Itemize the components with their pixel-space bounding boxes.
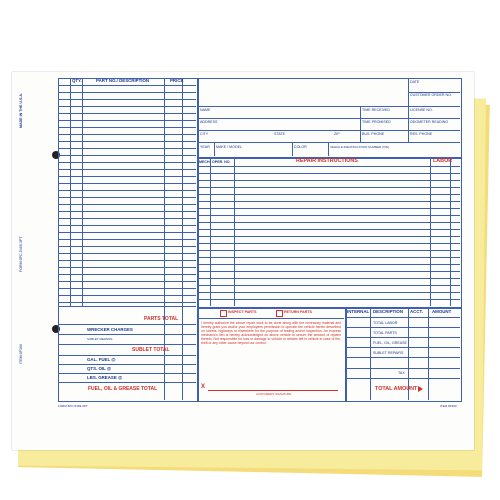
zip-label: ZIP bbox=[334, 132, 340, 136]
color-label: COLOR bbox=[294, 145, 307, 149]
price-column-header: PRICE bbox=[170, 78, 184, 83]
amount-column-header: AMOUNT bbox=[432, 309, 452, 314]
bus-phone-label: BUS. PHONE bbox=[362, 132, 385, 136]
repair-instructions-section bbox=[198, 158, 462, 308]
address-label: ADDRESS bbox=[200, 120, 218, 124]
fuel-oil-grease-label: FUEL, OIL, GREASE bbox=[373, 341, 407, 345]
total-parts-label: TOTAL PARTS bbox=[373, 331, 397, 335]
time-promised-label: TIME PROMISED bbox=[362, 120, 391, 124]
date-label: DATE bbox=[410, 80, 420, 84]
wrecker-charges-label: WRECKER CHARGES bbox=[87, 327, 133, 332]
inspect-parts-label: INSPECT PARTS bbox=[228, 310, 257, 314]
parts-total-label: PARTS TOTAL bbox=[144, 316, 179, 322]
state-label: STATE bbox=[274, 132, 286, 136]
description-column-header: DESCRIPTION bbox=[373, 309, 404, 314]
authorization-text: I hereby authorize the above repair work to be done along with the necessary material and hereby grant you and/or your employees permission to operate the vehicle herein described on streets, highways or elsewhere for the purpose of testing and/or inspection. An express mechanic's lien is hereby acknowledged on above vehicle to secure the amount of repairs thereto. Not responsible for loss or damage to vehicle or articles left in vehicle in case of fire, theft or any other cause beyond our control. bbox=[201, 321, 341, 346]
res-phone-label: RES. PHONE bbox=[410, 132, 433, 136]
tax-label: TAX bbox=[398, 371, 405, 375]
bottom-form-code-left: FORM 6PC-5469-3PT bbox=[58, 404, 88, 408]
made-in-usa-label: MADE IN THE U.S.A. bbox=[19, 93, 23, 128]
customer-order-label: CUSTOMER ORDER NO. bbox=[410, 93, 452, 97]
qts-oil-label: QTS. OIL @ bbox=[87, 366, 112, 371]
license-no-label: LICENSE NO. bbox=[410, 108, 433, 112]
part-description-column-header: PART NO./ DESCRIPTION bbox=[96, 78, 150, 83]
labor-column-header: LABOR bbox=[433, 158, 453, 164]
signature-x-mark: X bbox=[201, 384, 206, 390]
side-form-code: FORM 6PC-5469-3PT bbox=[19, 236, 23, 272]
name-label: NAME bbox=[200, 108, 211, 112]
total-amount-label: TOTAL AMOUNT bbox=[375, 386, 418, 392]
lbs-grease-label: LBS. GREASE @ bbox=[87, 375, 123, 380]
acct-column-header: ACCT. bbox=[410, 309, 423, 314]
return-parts-label: RETURN PARTS bbox=[284, 310, 312, 314]
repair-order-form bbox=[12, 72, 474, 450]
sublet-total-label: SUBLET TOTAL bbox=[132, 347, 170, 353]
vin-label: VEHICLE IDENTIFICATION NUMBER (VIN) bbox=[330, 145, 389, 149]
signature-caption: CUSTOMER'S SIGNATURE bbox=[256, 392, 292, 396]
internal-column-header: INTERNAL bbox=[347, 309, 370, 314]
year-label: YEAR bbox=[200, 145, 210, 149]
return-parts-checkbox[interactable] bbox=[276, 310, 283, 317]
total-amount-arrow-icon bbox=[418, 386, 423, 392]
city-label: CITY bbox=[200, 132, 209, 136]
mech-column-header: MECH. bbox=[199, 160, 211, 164]
sublet-repairs-total-label: SUBLET REPAIRS bbox=[373, 351, 404, 355]
make-model-label: MAKE / MODEL bbox=[216, 145, 242, 149]
qty-column-header: QTY. bbox=[72, 78, 82, 83]
sublet-repairs-label: SUBLET REPAIRS bbox=[87, 337, 113, 341]
odometer-label: ODOMETER READING bbox=[410, 120, 449, 124]
repair-instructions-title: REPAIR INSTRUCTIONS bbox=[296, 158, 358, 164]
gal-fuel-label: GAL. FUEL @ bbox=[87, 357, 116, 362]
side-item-code: ITEM 6P360 bbox=[19, 344, 23, 364]
bottom-form-code-right: ITEM 6P360 bbox=[440, 404, 457, 408]
inspect-parts-checkbox[interactable] bbox=[220, 310, 227, 317]
oper-no-column-header: OPER. NO. bbox=[212, 160, 231, 164]
total-labor-label: TOTAL LABOR bbox=[373, 321, 398, 325]
time-received-label: TIME RECEIVED bbox=[362, 108, 390, 112]
fuel-oil-grease-total-label: FUEL, OIL & GREASE TOTAL bbox=[88, 386, 158, 392]
